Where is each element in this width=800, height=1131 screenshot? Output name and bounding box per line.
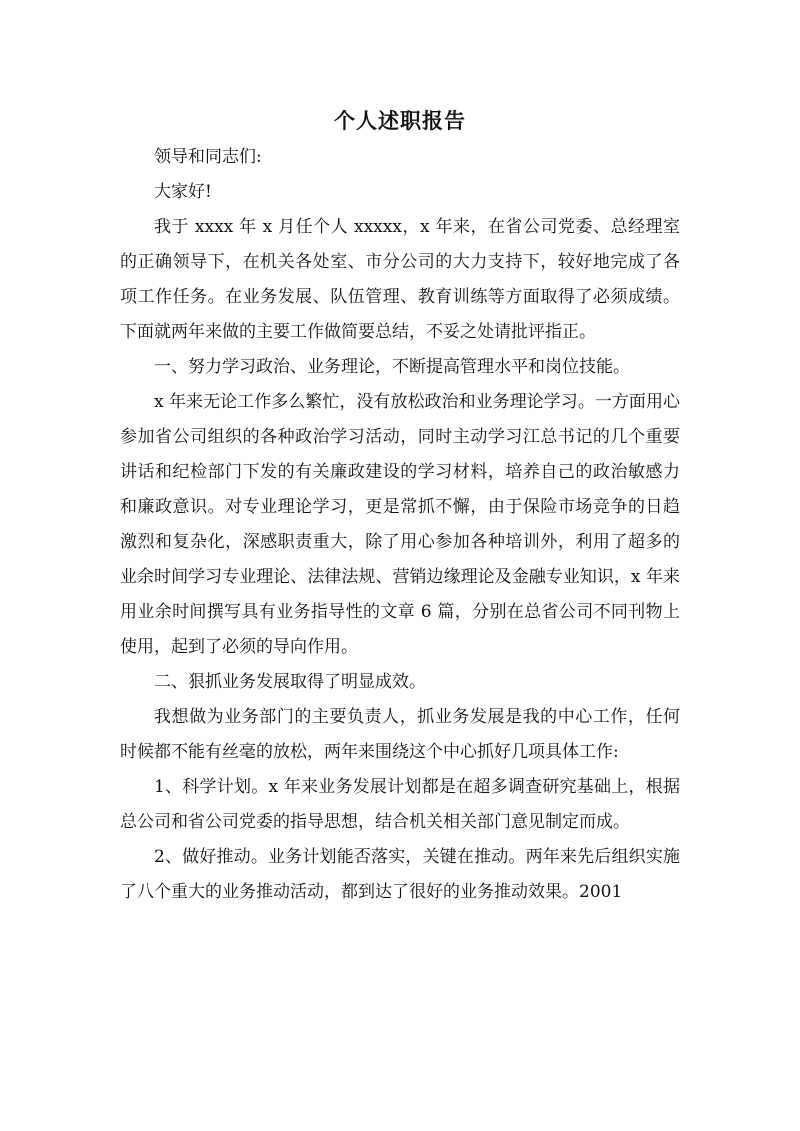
section-1-paragraph: x 年来无论工作多么繁忙，没有放松政治和业务理论学习。一方面用心参加省公司组织的各种政治学习活动，同时主动学习江总书记的几个重要讲话和纪检部门下发的有关廉政建设的学习材料，培养自己的政治敏感力和廉政意识。对专业理论学习，更是常抓不懈，由于保险市场竞争的日趋激烈和复杂化，深感职责重大，除了用心参加各种培训外，利用了超多的业余时间学习专业理论、法律法规、营销边缘理论及金融专业知识，x 年来用业余时间撰写具有业务指导性的文章 6 篇，分别在总省公司不同刊物上使用，起到了必须的导向作用。 bbox=[120, 392, 680, 657]
item-2-paragraph: 2、做好推动。业务计划能否落实，关键在推动。两年来先后组织实施了八个重大的业务推动活动，都到达了很好的业务推动效果。2001 bbox=[120, 847, 680, 902]
item-1-paragraph: 1、科学计划。x 年来业务发展计划都是在超多调查研究基础上，根据总公司和省公司党委的指导思想，结合机关相关部门意见制定而成。 bbox=[120, 777, 680, 832]
salutation: 领导和同志们: bbox=[154, 147, 262, 167]
section-heading-2: 二、狠抓业务发展取得了明显成效。 bbox=[154, 672, 426, 692]
document-body bbox=[120, 102, 680, 910]
section-2-paragraph: 我想做为业务部门的主要负责人，抓业务发展是我的中心工作，任何时候都不能有丝毫的放松，两年来围绕这个中心抓好几项具体工作: bbox=[120, 707, 680, 762]
section-heading-1: 一、努力学习政治、业务理论，不断提高管理水平和岗位技能。 bbox=[154, 357, 630, 377]
greeting: 大家好! bbox=[154, 182, 212, 202]
intro-paragraph: 我于 xxxx 年 x 月任个人 xxxxx，x 年来，在省公司党委、总经理室的正确领导下，在机关各处室、市分公司的大力支持下，较好地完成了各项工作任务。在业务发展、队伍管理、教育训练等方面取得了必须成绩。下面就两年来做的主要工作做简要总结，不妥之处请批评指正。 bbox=[120, 217, 680, 342]
document-title: 个人述职报告 bbox=[334, 108, 466, 133]
